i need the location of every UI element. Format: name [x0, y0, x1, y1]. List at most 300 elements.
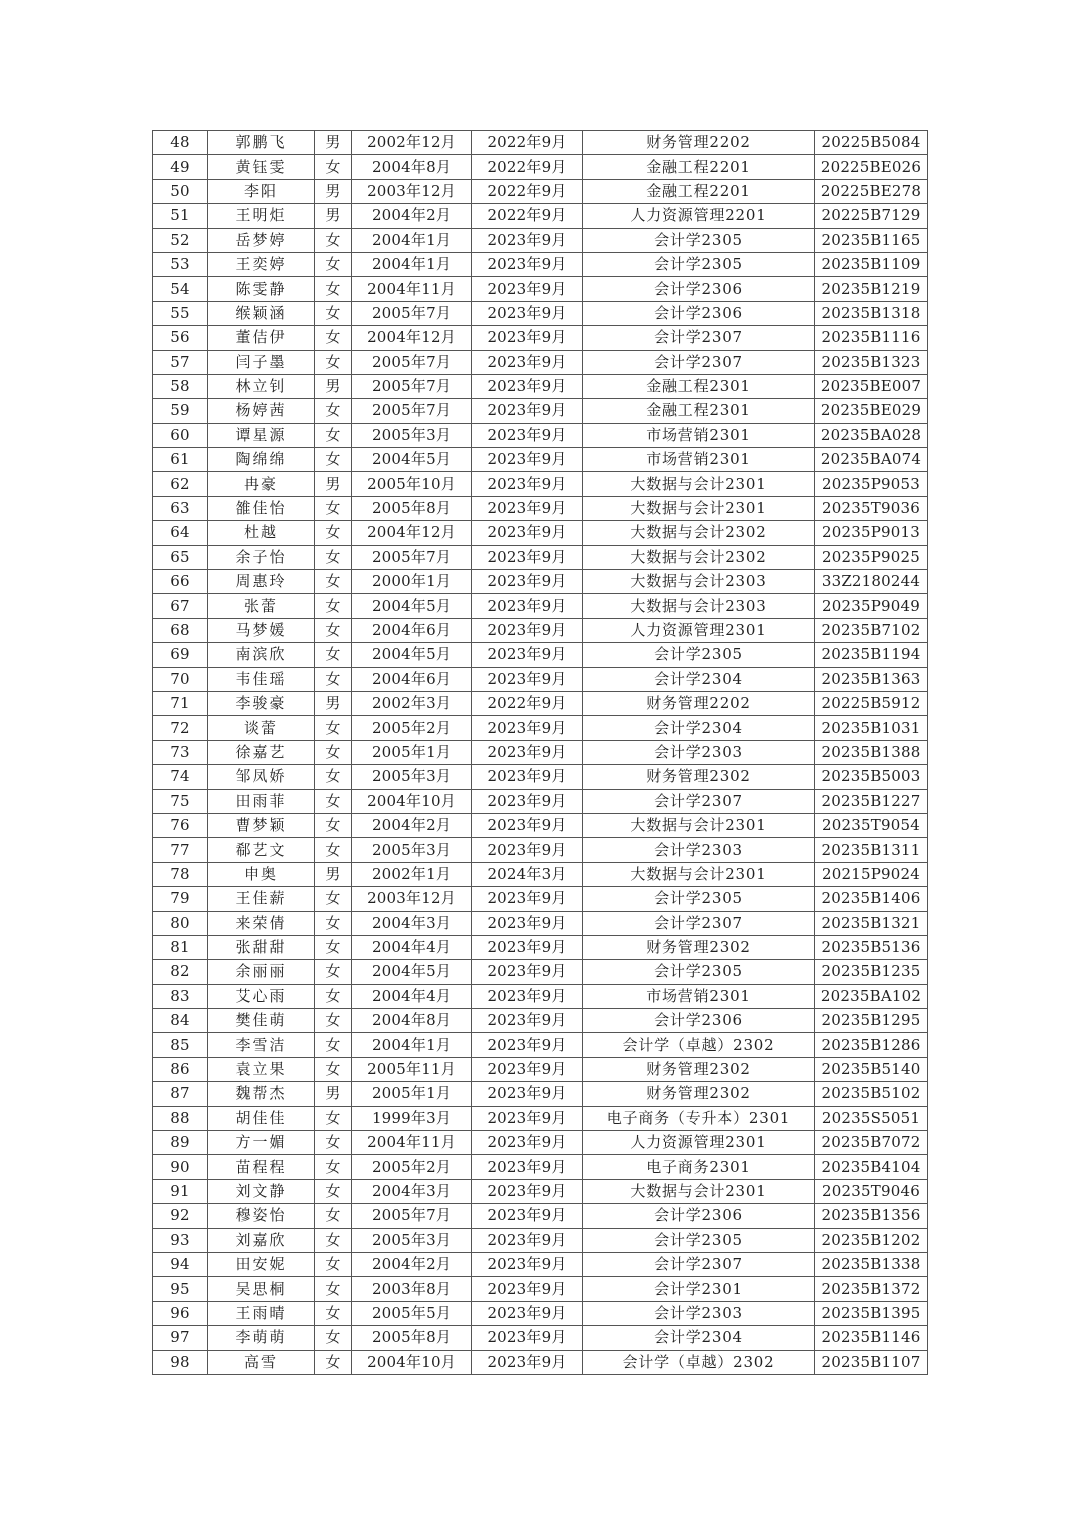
gender-cell: 女 [315, 448, 352, 472]
gender-cell: 女 [315, 838, 352, 862]
enrollment-date-cell: 2023年9月 [472, 984, 583, 1008]
birth-date-cell: 2004年2月 [352, 813, 472, 837]
birth-date-cell: 2004年5月 [352, 960, 472, 984]
student-id-cell: 20235B1406 [815, 887, 928, 911]
gender-cell: 女 [315, 1326, 352, 1350]
enrollment-date-cell: 2023年9月 [472, 301, 583, 325]
table-row [153, 1301, 928, 1325]
birth-date-cell: 2004年5月 [352, 448, 472, 472]
enrollment-date-cell: 2023年9月 [472, 1057, 583, 1081]
gender-cell: 女 [315, 618, 352, 642]
major-class-cell: 市场营销2301 [583, 448, 815, 472]
major-class-cell: 会计学2304 [583, 716, 815, 740]
birth-date-cell: 2004年8月 [352, 1009, 472, 1033]
birth-date-cell: 2004年1月 [352, 228, 472, 252]
row-number-cell: 79 [153, 887, 208, 911]
student-id-cell: 20235B1295 [815, 1009, 928, 1033]
birth-date-cell: 2004年11月 [352, 277, 472, 301]
row-number-cell: 96 [153, 1301, 208, 1325]
enrollment-date-cell: 2023年9月 [472, 1277, 583, 1301]
table-row [153, 131, 928, 155]
enrollment-date-cell: 2023年9月 [472, 594, 583, 618]
gender-cell: 女 [315, 1179, 352, 1203]
birth-date-cell: 2005年3月 [352, 765, 472, 789]
table-row [153, 765, 928, 789]
row-number-cell: 91 [153, 1179, 208, 1203]
table-row [153, 716, 928, 740]
name-cell: 魏帮杰 [208, 1082, 315, 1106]
student-id-cell: 20235B1395 [815, 1301, 928, 1325]
student-id-cell: 20235B5136 [815, 935, 928, 959]
name-cell: 缑颖涵 [208, 301, 315, 325]
gender-cell: 女 [315, 1009, 352, 1033]
gender-cell: 女 [315, 594, 352, 618]
student-id-cell: 20235BA102 [815, 984, 928, 1008]
row-number-cell: 57 [153, 350, 208, 374]
gender-cell: 女 [315, 545, 352, 569]
major-class-cell: 大数据与会计2301 [583, 862, 815, 886]
name-cell: 王奕婷 [208, 252, 315, 276]
major-class-cell: 会计学2301 [583, 1277, 815, 1301]
gender-cell: 女 [315, 228, 352, 252]
birth-date-cell: 2004年4月 [352, 984, 472, 1008]
gender-cell: 女 [315, 521, 352, 545]
birth-date-cell: 2004年4月 [352, 935, 472, 959]
major-class-cell: 人力资源管理2301 [583, 618, 815, 642]
gender-cell: 男 [315, 472, 352, 496]
gender-cell: 女 [315, 496, 352, 520]
table-row [153, 740, 928, 764]
birth-date-cell: 2005年7月 [352, 399, 472, 423]
student-id-cell: 20235B1107 [815, 1350, 928, 1374]
name-cell: 李雪洁 [208, 1033, 315, 1057]
roster-body [153, 131, 928, 1375]
name-cell: 闫子墨 [208, 350, 315, 374]
major-class-cell: 金融工程2301 [583, 399, 815, 423]
student-id-cell: 20235BA074 [815, 448, 928, 472]
enrollment-date-cell: 2023年9月 [472, 1131, 583, 1155]
table-row [153, 545, 928, 569]
enrollment-date-cell: 2023年9月 [472, 838, 583, 862]
table-row [153, 570, 928, 594]
gender-cell: 女 [315, 1301, 352, 1325]
birth-date-cell: 2005年8月 [352, 496, 472, 520]
student-id-cell: 20235B1323 [815, 350, 928, 374]
birth-date-cell: 2004年11月 [352, 1131, 472, 1155]
name-cell: 刘文静 [208, 1179, 315, 1203]
student-id-cell: 20235BA028 [815, 423, 928, 447]
table-row [153, 1082, 928, 1106]
table-row [153, 887, 928, 911]
enrollment-date-cell: 2023年9月 [472, 1155, 583, 1179]
major-class-cell: 会计学2307 [583, 326, 815, 350]
student-id-cell: 20235S5051 [815, 1106, 928, 1130]
enrollment-date-cell: 2023年9月 [472, 570, 583, 594]
gender-cell: 女 [315, 813, 352, 837]
major-class-cell: 大数据与会计2302 [583, 521, 815, 545]
name-cell: 王明炬 [208, 204, 315, 228]
major-class-cell: 会计学2305 [583, 228, 815, 252]
name-cell: 来荣倩 [208, 911, 315, 935]
name-cell: 张甜甜 [208, 935, 315, 959]
student-id-cell: 20235B5003 [815, 765, 928, 789]
name-cell: 袁立果 [208, 1057, 315, 1081]
table-row [153, 1106, 928, 1130]
birth-date-cell: 2005年7月 [352, 301, 472, 325]
table-row [153, 594, 928, 618]
gender-cell: 女 [315, 570, 352, 594]
enrollment-date-cell: 2023年9月 [472, 1326, 583, 1350]
enrollment-date-cell: 2023年9月 [472, 423, 583, 447]
student-id-cell: 20235B1372 [815, 1277, 928, 1301]
gender-cell: 女 [315, 984, 352, 1008]
birth-date-cell: 2000年1月 [352, 570, 472, 594]
name-cell: 王佳薪 [208, 887, 315, 911]
major-class-cell: 会计学2306 [583, 1204, 815, 1228]
birth-date-cell: 2005年10月 [352, 472, 472, 496]
name-cell: 李萌萌 [208, 1326, 315, 1350]
row-number-cell: 85 [153, 1033, 208, 1057]
major-class-cell: 会计学（卓越）2302 [583, 1350, 815, 1374]
gender-cell: 女 [315, 399, 352, 423]
student-id-cell: 20235P9049 [815, 594, 928, 618]
enrollment-date-cell: 2023年9月 [472, 277, 583, 301]
major-class-cell: 会计学（卓越）2302 [583, 1033, 815, 1057]
birth-date-cell: 2005年3月 [352, 423, 472, 447]
table-row [153, 984, 928, 1008]
name-cell: 徐嘉艺 [208, 740, 315, 764]
enrollment-date-cell: 2023年9月 [472, 374, 583, 398]
birth-date-cell: 1999年3月 [352, 1106, 472, 1130]
student-id-cell: 20235B1388 [815, 740, 928, 764]
name-cell: 张蕾 [208, 594, 315, 618]
student-id-cell: 20235BE029 [815, 399, 928, 423]
gender-cell: 女 [315, 1350, 352, 1374]
student-id-cell: 20225B5912 [815, 691, 928, 715]
birth-date-cell: 2005年7月 [352, 1204, 472, 1228]
table-row [153, 399, 928, 423]
birth-date-cell: 2004年5月 [352, 643, 472, 667]
table-row [153, 1057, 928, 1081]
major-class-cell: 电子商务（专升本）2301 [583, 1106, 815, 1130]
gender-cell: 女 [315, 155, 352, 179]
enrollment-date-cell: 2023年9月 [472, 326, 583, 350]
gender-cell: 男 [315, 131, 352, 155]
enrollment-date-cell: 2023年9月 [472, 911, 583, 935]
table-row [153, 350, 928, 374]
birth-date-cell: 2004年5月 [352, 594, 472, 618]
enrollment-date-cell: 2023年9月 [472, 813, 583, 837]
major-class-cell: 会计学2306 [583, 1009, 815, 1033]
enrollment-date-cell: 2023年9月 [472, 716, 583, 740]
row-number-cell: 92 [153, 1204, 208, 1228]
row-number-cell: 88 [153, 1106, 208, 1130]
row-number-cell: 82 [153, 960, 208, 984]
gender-cell: 女 [315, 740, 352, 764]
birth-date-cell: 2004年1月 [352, 1033, 472, 1057]
student-id-cell: 20235B5140 [815, 1057, 928, 1081]
table-row [153, 1350, 928, 1374]
enrollment-date-cell: 2023年9月 [472, 643, 583, 667]
enrollment-date-cell: 2023年9月 [472, 350, 583, 374]
birth-date-cell: 2004年10月 [352, 789, 472, 813]
table-row [153, 1326, 928, 1350]
enrollment-date-cell: 2022年9月 [472, 155, 583, 179]
name-cell: 周惠玲 [208, 570, 315, 594]
name-cell: 林立钊 [208, 374, 315, 398]
student-id-cell: 20235B1321 [815, 911, 928, 935]
name-cell: 南滨欣 [208, 643, 315, 667]
name-cell: 余子怡 [208, 545, 315, 569]
name-cell: 李骏豪 [208, 691, 315, 715]
student-id-cell: 20235B1146 [815, 1326, 928, 1350]
enrollment-date-cell: 2023年9月 [472, 496, 583, 520]
row-number-cell: 71 [153, 691, 208, 715]
row-number-cell: 93 [153, 1228, 208, 1252]
birth-date-cell: 2004年3月 [352, 911, 472, 935]
enrollment-date-cell: 2023年9月 [472, 960, 583, 984]
row-number-cell: 76 [153, 813, 208, 837]
major-class-cell: 财务管理2302 [583, 1082, 815, 1106]
major-class-cell: 会计学2306 [583, 277, 815, 301]
table-row [153, 301, 928, 325]
major-class-cell: 金融工程2201 [583, 155, 815, 179]
gender-cell: 女 [315, 1277, 352, 1301]
birth-date-cell: 2004年12月 [352, 326, 472, 350]
row-number-cell: 49 [153, 155, 208, 179]
name-cell: 谭星源 [208, 423, 315, 447]
gender-cell: 女 [315, 301, 352, 325]
name-cell: 余丽丽 [208, 960, 315, 984]
row-number-cell: 83 [153, 984, 208, 1008]
enrollment-date-cell: 2023年9月 [472, 887, 583, 911]
major-class-cell: 会计学2307 [583, 911, 815, 935]
table-row [153, 1033, 928, 1057]
birth-date-cell: 2004年1月 [352, 252, 472, 276]
name-cell: 董佶伊 [208, 326, 315, 350]
major-class-cell: 财务管理2302 [583, 1057, 815, 1081]
row-number-cell: 69 [153, 643, 208, 667]
major-class-cell: 大数据与会计2301 [583, 813, 815, 837]
table-row [153, 277, 928, 301]
row-number-cell: 94 [153, 1252, 208, 1276]
student-id-cell: 20235B1194 [815, 643, 928, 667]
table-row [153, 496, 928, 520]
birth-date-cell: 2004年8月 [352, 155, 472, 179]
gender-cell: 女 [315, 277, 352, 301]
gender-cell: 男 [315, 204, 352, 228]
table-row [153, 667, 928, 691]
table-row [153, 911, 928, 935]
birth-date-cell: 2005年7月 [352, 374, 472, 398]
gender-cell: 女 [315, 1131, 352, 1155]
student-id-cell: 20235B1235 [815, 960, 928, 984]
name-cell: 高雪 [208, 1350, 315, 1374]
row-number-cell: 80 [153, 911, 208, 935]
enrollment-date-cell: 2023年9月 [472, 618, 583, 642]
student-id-cell: 20235P9013 [815, 521, 928, 545]
name-cell: 郭鹏飞 [208, 131, 315, 155]
gender-cell: 男 [315, 691, 352, 715]
student-id-cell: 20235B7072 [815, 1131, 928, 1155]
name-cell: 刘嘉欣 [208, 1228, 315, 1252]
row-number-cell: 97 [153, 1326, 208, 1350]
row-number-cell: 48 [153, 131, 208, 155]
enrollment-date-cell: 2023年9月 [472, 1082, 583, 1106]
name-cell: 艾心雨 [208, 984, 315, 1008]
student-id-cell: 20235B1031 [815, 716, 928, 740]
enrollment-date-cell: 2023年9月 [472, 1009, 583, 1033]
table-row [153, 374, 928, 398]
enrollment-date-cell: 2023年9月 [472, 1204, 583, 1228]
student-id-cell: 20225BE026 [815, 155, 928, 179]
gender-cell: 男 [315, 374, 352, 398]
name-cell: 马梦媛 [208, 618, 315, 642]
gender-cell: 女 [315, 1057, 352, 1081]
major-class-cell: 财务管理2302 [583, 935, 815, 959]
major-class-cell: 大数据与会计2301 [583, 1179, 815, 1203]
gender-cell: 男 [315, 179, 352, 203]
major-class-cell: 会计学2304 [583, 1326, 815, 1350]
gender-cell: 女 [315, 643, 352, 667]
major-class-cell: 市场营销2301 [583, 423, 815, 447]
major-class-cell: 人力资源管理2201 [583, 204, 815, 228]
row-number-cell: 78 [153, 862, 208, 886]
row-number-cell: 81 [153, 935, 208, 959]
table-row [153, 1131, 928, 1155]
major-class-cell: 会计学2303 [583, 740, 815, 764]
major-class-cell: 金融工程2301 [583, 374, 815, 398]
name-cell: 谈蕾 [208, 716, 315, 740]
student-roster-table [152, 130, 928, 1375]
table-row [153, 521, 928, 545]
enrollment-date-cell: 2023年9月 [472, 1228, 583, 1252]
student-id-cell: 20235B1311 [815, 838, 928, 862]
student-id-cell: 20225B5084 [815, 131, 928, 155]
row-number-cell: 62 [153, 472, 208, 496]
student-id-cell: 20235T9036 [815, 496, 928, 520]
name-cell: 郗艺文 [208, 838, 315, 862]
name-cell: 雒佳怡 [208, 496, 315, 520]
gender-cell: 女 [315, 716, 352, 740]
table-row [153, 813, 928, 837]
name-cell: 杜越 [208, 521, 315, 545]
table-row [153, 1179, 928, 1203]
row-number-cell: 74 [153, 765, 208, 789]
student-id-cell: 20235B1286 [815, 1033, 928, 1057]
gender-cell: 女 [315, 1252, 352, 1276]
birth-date-cell: 2005年2月 [352, 716, 472, 740]
name-cell: 胡佳佳 [208, 1106, 315, 1130]
major-class-cell: 财务管理2202 [583, 131, 815, 155]
row-number-cell: 98 [153, 1350, 208, 1374]
row-number-cell: 90 [153, 1155, 208, 1179]
name-cell: 陶绵绵 [208, 448, 315, 472]
student-id-cell: 20235B1318 [815, 301, 928, 325]
table-row [153, 1228, 928, 1252]
row-number-cell: 68 [153, 618, 208, 642]
name-cell: 黄钰雯 [208, 155, 315, 179]
gender-cell: 男 [315, 1082, 352, 1106]
gender-cell: 女 [315, 667, 352, 691]
student-id-cell: 20235B4104 [815, 1155, 928, 1179]
gender-cell: 女 [315, 252, 352, 276]
row-number-cell: 55 [153, 301, 208, 325]
gender-cell: 女 [315, 326, 352, 350]
enrollment-date-cell: 2023年9月 [472, 1350, 583, 1374]
gender-cell: 女 [315, 789, 352, 813]
row-number-cell: 84 [153, 1009, 208, 1033]
birth-date-cell: 2004年2月 [352, 1252, 472, 1276]
table-row [153, 228, 928, 252]
row-number-cell: 61 [153, 448, 208, 472]
student-id-cell: 20235BE007 [815, 374, 928, 398]
table-row [153, 1204, 928, 1228]
table-row [153, 1252, 928, 1276]
student-id-cell: 20235T9054 [815, 813, 928, 837]
major-class-cell: 会计学2305 [583, 643, 815, 667]
gender-cell: 女 [315, 911, 352, 935]
enrollment-date-cell: 2023年9月 [472, 545, 583, 569]
birth-date-cell: 2005年1月 [352, 1082, 472, 1106]
gender-cell: 男 [315, 862, 352, 886]
table-row [153, 862, 928, 886]
row-number-cell: 75 [153, 789, 208, 813]
table-row [153, 252, 928, 276]
major-class-cell: 会计学2307 [583, 789, 815, 813]
enrollment-date-cell: 2022年9月 [472, 691, 583, 715]
table-row [153, 618, 928, 642]
major-class-cell: 金融工程2201 [583, 179, 815, 203]
name-cell: 申奥 [208, 862, 315, 886]
gender-cell: 女 [315, 887, 352, 911]
birth-date-cell: 2005年3月 [352, 838, 472, 862]
row-number-cell: 66 [153, 570, 208, 594]
name-cell: 樊佳萌 [208, 1009, 315, 1033]
name-cell: 王雨晴 [208, 1301, 315, 1325]
major-class-cell: 大数据与会计2303 [583, 594, 815, 618]
row-number-cell: 73 [153, 740, 208, 764]
student-id-cell: 20235P9025 [815, 545, 928, 569]
row-number-cell: 59 [153, 399, 208, 423]
student-id-cell: 20235B1338 [815, 1252, 928, 1276]
name-cell: 苗程程 [208, 1155, 315, 1179]
birth-date-cell: 2002年3月 [352, 691, 472, 715]
major-class-cell: 人力资源管理2301 [583, 1131, 815, 1155]
gender-cell: 女 [315, 1228, 352, 1252]
enrollment-date-cell: 2023年9月 [472, 448, 583, 472]
name-cell: 岳梦婷 [208, 228, 315, 252]
name-cell: 李阳 [208, 179, 315, 203]
enrollment-date-cell: 2023年9月 [472, 472, 583, 496]
gender-cell: 女 [315, 1033, 352, 1057]
table-row [153, 472, 928, 496]
row-number-cell: 58 [153, 374, 208, 398]
major-class-cell: 会计学2303 [583, 838, 815, 862]
student-id-cell: 20235B1109 [815, 252, 928, 276]
table-row [153, 789, 928, 813]
major-class-cell: 会计学2305 [583, 1228, 815, 1252]
major-class-cell: 会计学2305 [583, 960, 815, 984]
name-cell: 吴思桐 [208, 1277, 315, 1301]
major-class-cell: 电子商务2301 [583, 1155, 815, 1179]
gender-cell: 女 [315, 1204, 352, 1228]
enrollment-date-cell: 2023年9月 [472, 1301, 583, 1325]
birth-date-cell: 2005年11月 [352, 1057, 472, 1081]
student-id-cell: 20235B1202 [815, 1228, 928, 1252]
table-row [153, 179, 928, 203]
name-cell: 曹梦颖 [208, 813, 315, 837]
